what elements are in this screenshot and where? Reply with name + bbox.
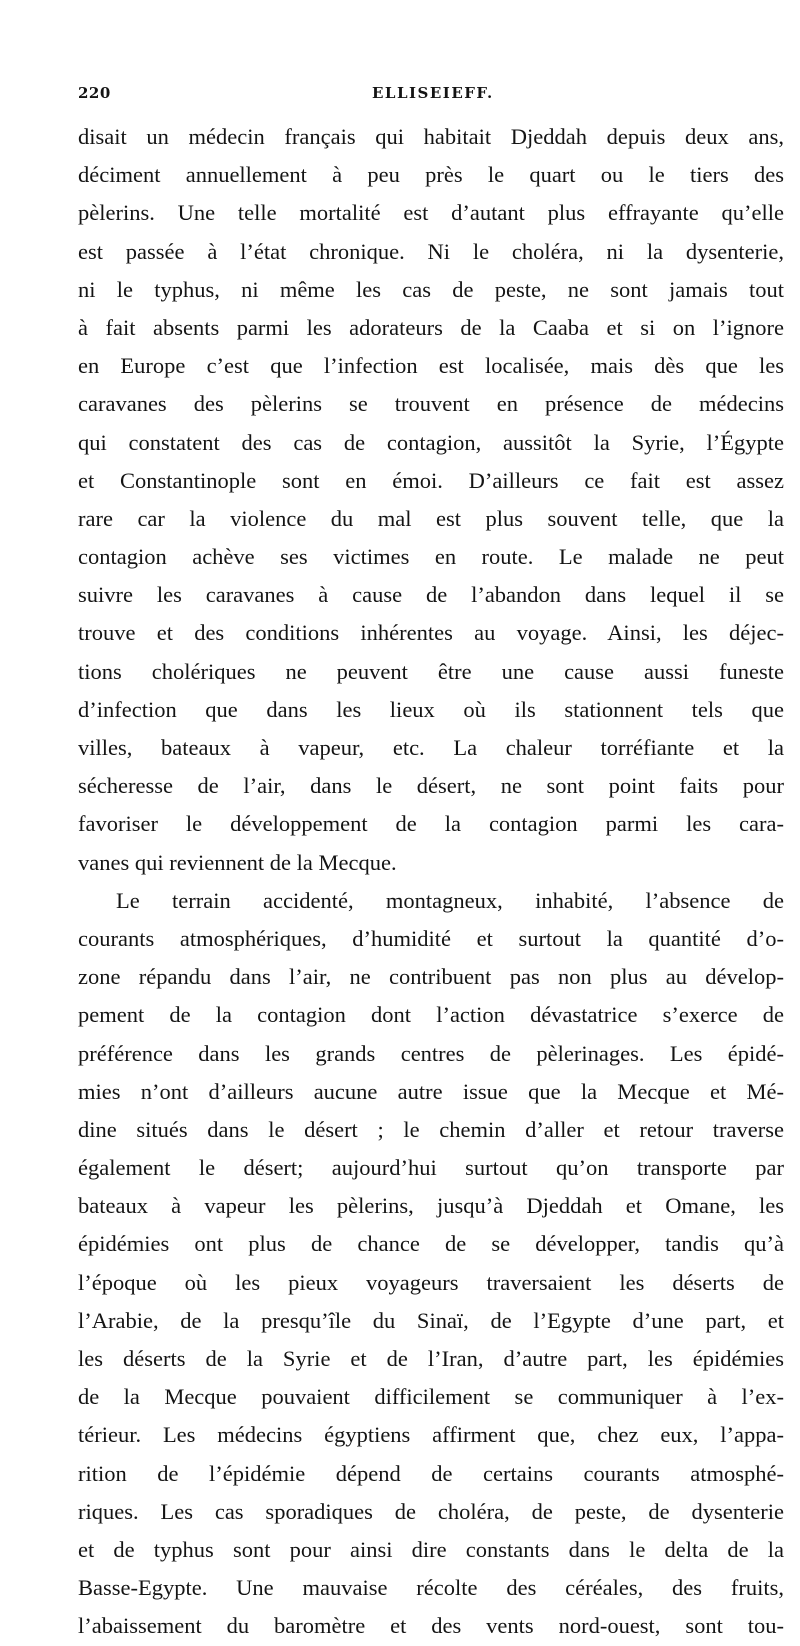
text-line: pement de la contagion dont l’action dévastatrice s’exerce de [78,1002,784,1028]
text-line: tions cholériques ne peuvent être une cause aussi funeste [78,658,784,684]
text-line: trouve et des conditions inhérentes au voyage. Ainsi, les déjec- [78,620,784,646]
text-line: riques. Les cas sporadiques de choléra, de peste, de dysenterie [78,1498,784,1524]
running-head [78,84,790,108]
text-line: en Europe c’est que l’infection est localisée, mais dès que les [78,353,784,379]
text-line: favoriser le développement de la contagion parmi les cara- [78,811,784,837]
text-line: contagion achève ses victimes en route. Le malade ne peut [78,544,784,570]
text-line: déciment annuellement à peu près le quart ou le tiers des [78,162,784,188]
body-text [78,118,784,1646]
text-line: l’Arabie, de la presqu’île du Sinaï, de l’Egypte d’une part, et [78,1307,784,1333]
text-line: préférence dans les grands centres de pèlerinages. Les épidé- [78,1040,784,1066]
text-line: courants atmosphériques, d’humidité et surtout la quantité d’o- [78,925,784,951]
text-line: caravanes des pèlerins se trouvent en présence de médecins [78,391,784,417]
text-line: bateaux à vapeur les pèlerins, jusqu’à Djeddah et Omane, les [78,1193,784,1219]
text-line: épidémies ont plus de chance de se développer, tandis qu’à [78,1231,784,1257]
text-line: également le désert; aujourd’hui surtout qu’on transporte par [78,1155,784,1181]
text-line: l’époque où les pieux voyageurs traversaient les déserts de [78,1269,784,1295]
text-line: de la Mecque pouvaient difficilement se communiquer à l’ex- [78,1384,784,1410]
text-line: mies n’ont d’ailleurs aucune autre issue que la Mecque et Mé- [78,1078,784,1104]
text-line: rare car la violence du mal est plus souvent telle, que la [78,505,784,531]
text-line: d’infection que dans les lieux où ils stationnent tels que [78,696,784,722]
text-line: dine situés dans le désert ; le chemin d’aller et retour traverse [78,1116,784,1142]
text-line: est passée à l’état chronique. Ni le choléra, ni la dysenterie, [78,238,784,264]
text-line: les déserts de la Syrie et de l’Iran, d’autre part, les épidémies [78,1346,784,1371]
text-line: pèlerins. Une telle mortalité est d’autant plus effrayante qu’elle [78,200,784,226]
text-line: l’abaissement du baromètre et des vents nord-ouest, sont tou- [78,1613,784,1639]
text-line: et de typhus sont pour ainsi dire constants dans le delta de la [78,1536,784,1562]
text-line: sécheresse de l’air, dans le désert, ne sont point faits pour [78,773,784,799]
text-line: zone répandu dans l’air, ne contribuent pas non plus au dévelop- [78,964,784,990]
text-line: disait un médecin français qui habitait Djeddah depuis deux ans, [78,124,784,149]
text-line: et Constantinople sont en émoi. D’ailleurs ce fait est assez [78,467,784,493]
paragraph [78,882,784,1646]
text-line: suivre les caravanes à cause de l’abandon dans lequel il se [78,582,784,608]
text-line: Le terrain accidenté, montagneux, inhabité, l’absence de [116,887,784,913]
text-line: térieur. Les médecins égyptiens affirment que, chez eux, l’appa- [78,1422,784,1448]
text-line: à fait absents parmi les adorateurs de la Caaba et si on l’ignore [78,314,784,340]
text-line: vanes qui reviennent de la Mecque. [78,849,397,875]
text-line: ni le typhus, ni même les cas de peste, ne sont jamais tout [78,276,784,302]
text-line: Basse-Egypte. Une mauvaise récolte des céréales, des fruits, [78,1575,784,1601]
paragraph [78,118,784,882]
text-line: rition de l’épidémie dépend de certains courants atmosphé- [78,1460,784,1486]
text-line: qui constatent des cas de contagion, aussitôt la Syrie, l’Égypte [78,429,784,455]
text-line: villes, bateaux à vapeur, etc. La chaleur torréfiante et la [78,735,784,760]
running-head-author: ELLISEIEFF. [372,84,494,102]
page-number: 220 [78,84,111,102]
